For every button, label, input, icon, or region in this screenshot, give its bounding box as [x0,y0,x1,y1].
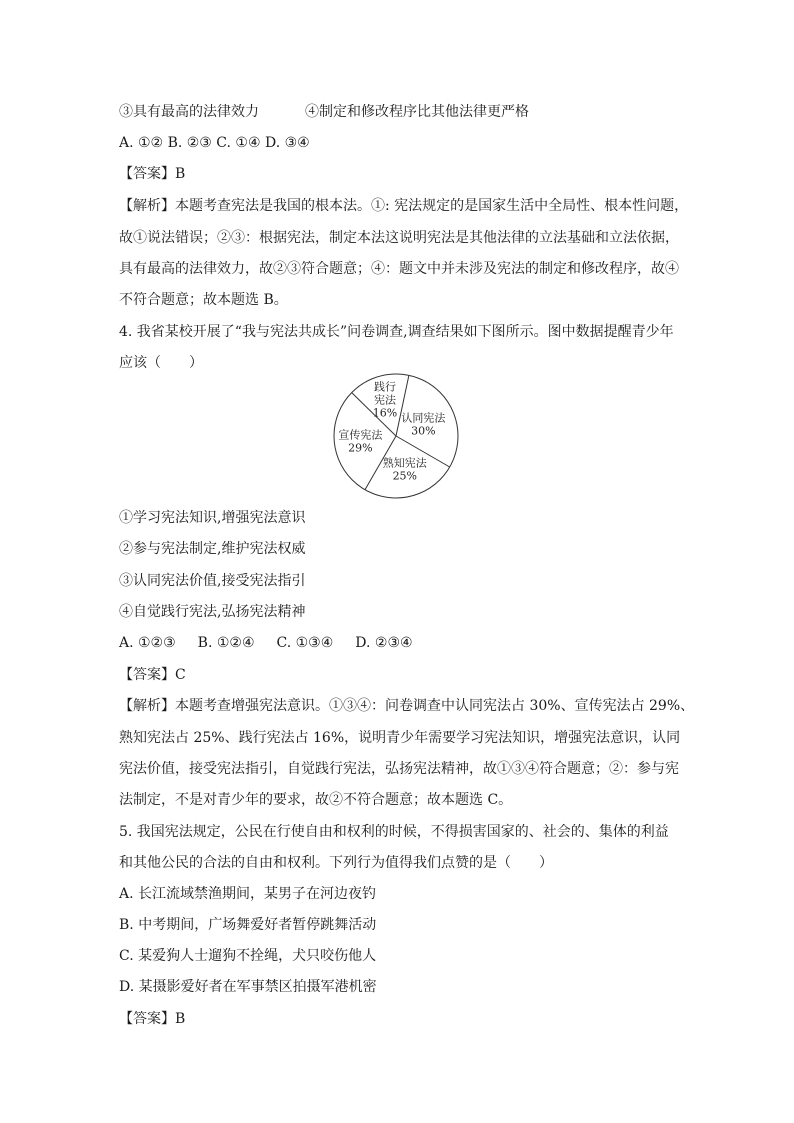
pie-chart-svg [328,372,468,502]
pie-slice-name-label: 宪法 [374,393,397,407]
pie-slice-percent-label: 16% [372,406,398,420]
q5-stem-line-1: 5. 我国宪法规定，公民在行使自由和权利的时候，不得损害国家的、社会的、集体的利益 [119,824,669,840]
q3-analysis-line-3: 具有最高的法律效力，故②③符合题意；④：题文中并未涉及宪法的制定和修改程序，故④ [119,261,679,277]
q4-analysis-line-1: 【解析】本题考查增强宪法意识。①③④：问卷调查中认同宪法占 30%、宣传宪法占 29%、 [119,698,695,714]
pie-slice-percent-label: 29% [348,441,373,455]
q4-item-4: ④自觉践行宪法,弘扬宪法精神 [119,604,306,620]
q3-statement-3: ③具有最高的法律效力 [119,104,259,120]
q3-analysis-line-1: 【解析】本题考查宪法是我国的根本法。①: 宪法规定的是国家生活中全局性、根本性问题， [119,198,689,214]
q3-analysis-line-4: 不符合题意；故本题选 B。 [119,292,288,308]
q5-option-d: D. 某摄影爱好者在军事禁区拍摄军港机密 [119,979,377,995]
q4-item-1: ①学习宪法知识,增强宪法意识 [119,510,306,526]
pie-slice-percent-label: 25% [392,469,418,483]
q4-item-2: ②参与宪法制定,维护宪法权威 [119,541,306,557]
q3-statement-4: ④制定和修改程序比其他法律更严格 [305,104,529,120]
q5-option-a: A. 长江流域禁渔期间，某男子在河边夜钓 [119,886,377,902]
q3-answer: 【答案】B [119,166,186,182]
q4-option-d: D. ②③④ [355,635,413,651]
q3-options: A. ①② B. ②③ C. ①④ D. ③④ [119,135,310,151]
q3-analysis-line-2: 故①说法错误；②③：根据宪法，制定本法这说明宪法是其他法律的立法基础和立法依据， [119,230,679,246]
q3-statements [119,102,529,122]
pie-slice-name-label: 熟知宪法 [382,456,427,470]
q4-options [119,633,413,653]
pie-slice-name-label: 认同宪法 [401,411,446,425]
q4-option-b: B. ①②④ [197,635,255,651]
q4-analysis-line-3: 宪法价值，接受宪法指引，自觉践行宪法，弘扬宪法精神，故①③④符合题意；②：参与宪 [119,761,679,777]
q4-stem-line-2: 应该（ ） [119,355,203,371]
q4-item-3: ③认同宪法价值,接受宪法指引 [119,573,306,589]
pie-slice-name-label: 践行 [374,380,397,394]
q5-stem-line-2: 和其他公民的合法的自由和权利。下列行为值得我们点赞的是（ ） [119,855,553,871]
q4-analysis-line-4: 法制定，不是对青少年的要求，故②不符合题意；故本题选 C。 [119,792,513,808]
q4-option-c: C. ①③④ [276,635,334,651]
q5-option-c: C. 某爱狗人士遛狗不拴绳，犬只咬伤他人 [119,948,377,964]
q4-option-a: A. ①②③ [119,635,176,651]
q4-analysis-line-2: 熟知宪法占 25%、践行宪法占 16%，说明青少年需要学习宪法知识，增强宪法意识，认同 [119,730,681,746]
q4-answer: 【答案】C [119,667,186,683]
q5-answer: 【答案】B [119,1011,186,1027]
q4-stem-line-1: 4. 我省某校开展了“我与宪法共成长”问卷调查,调查结果如下图所示。图中数据提醒青少年 [119,324,674,340]
pie-slice-name-label: 宣传宪法 [338,428,383,442]
survey-pie-chart [328,372,468,502]
q5-option-b: B. 中考期间，广场舞爱好者暂停跳舞活动 [119,917,377,933]
pie-slice-percent-label: 30% [411,424,436,438]
